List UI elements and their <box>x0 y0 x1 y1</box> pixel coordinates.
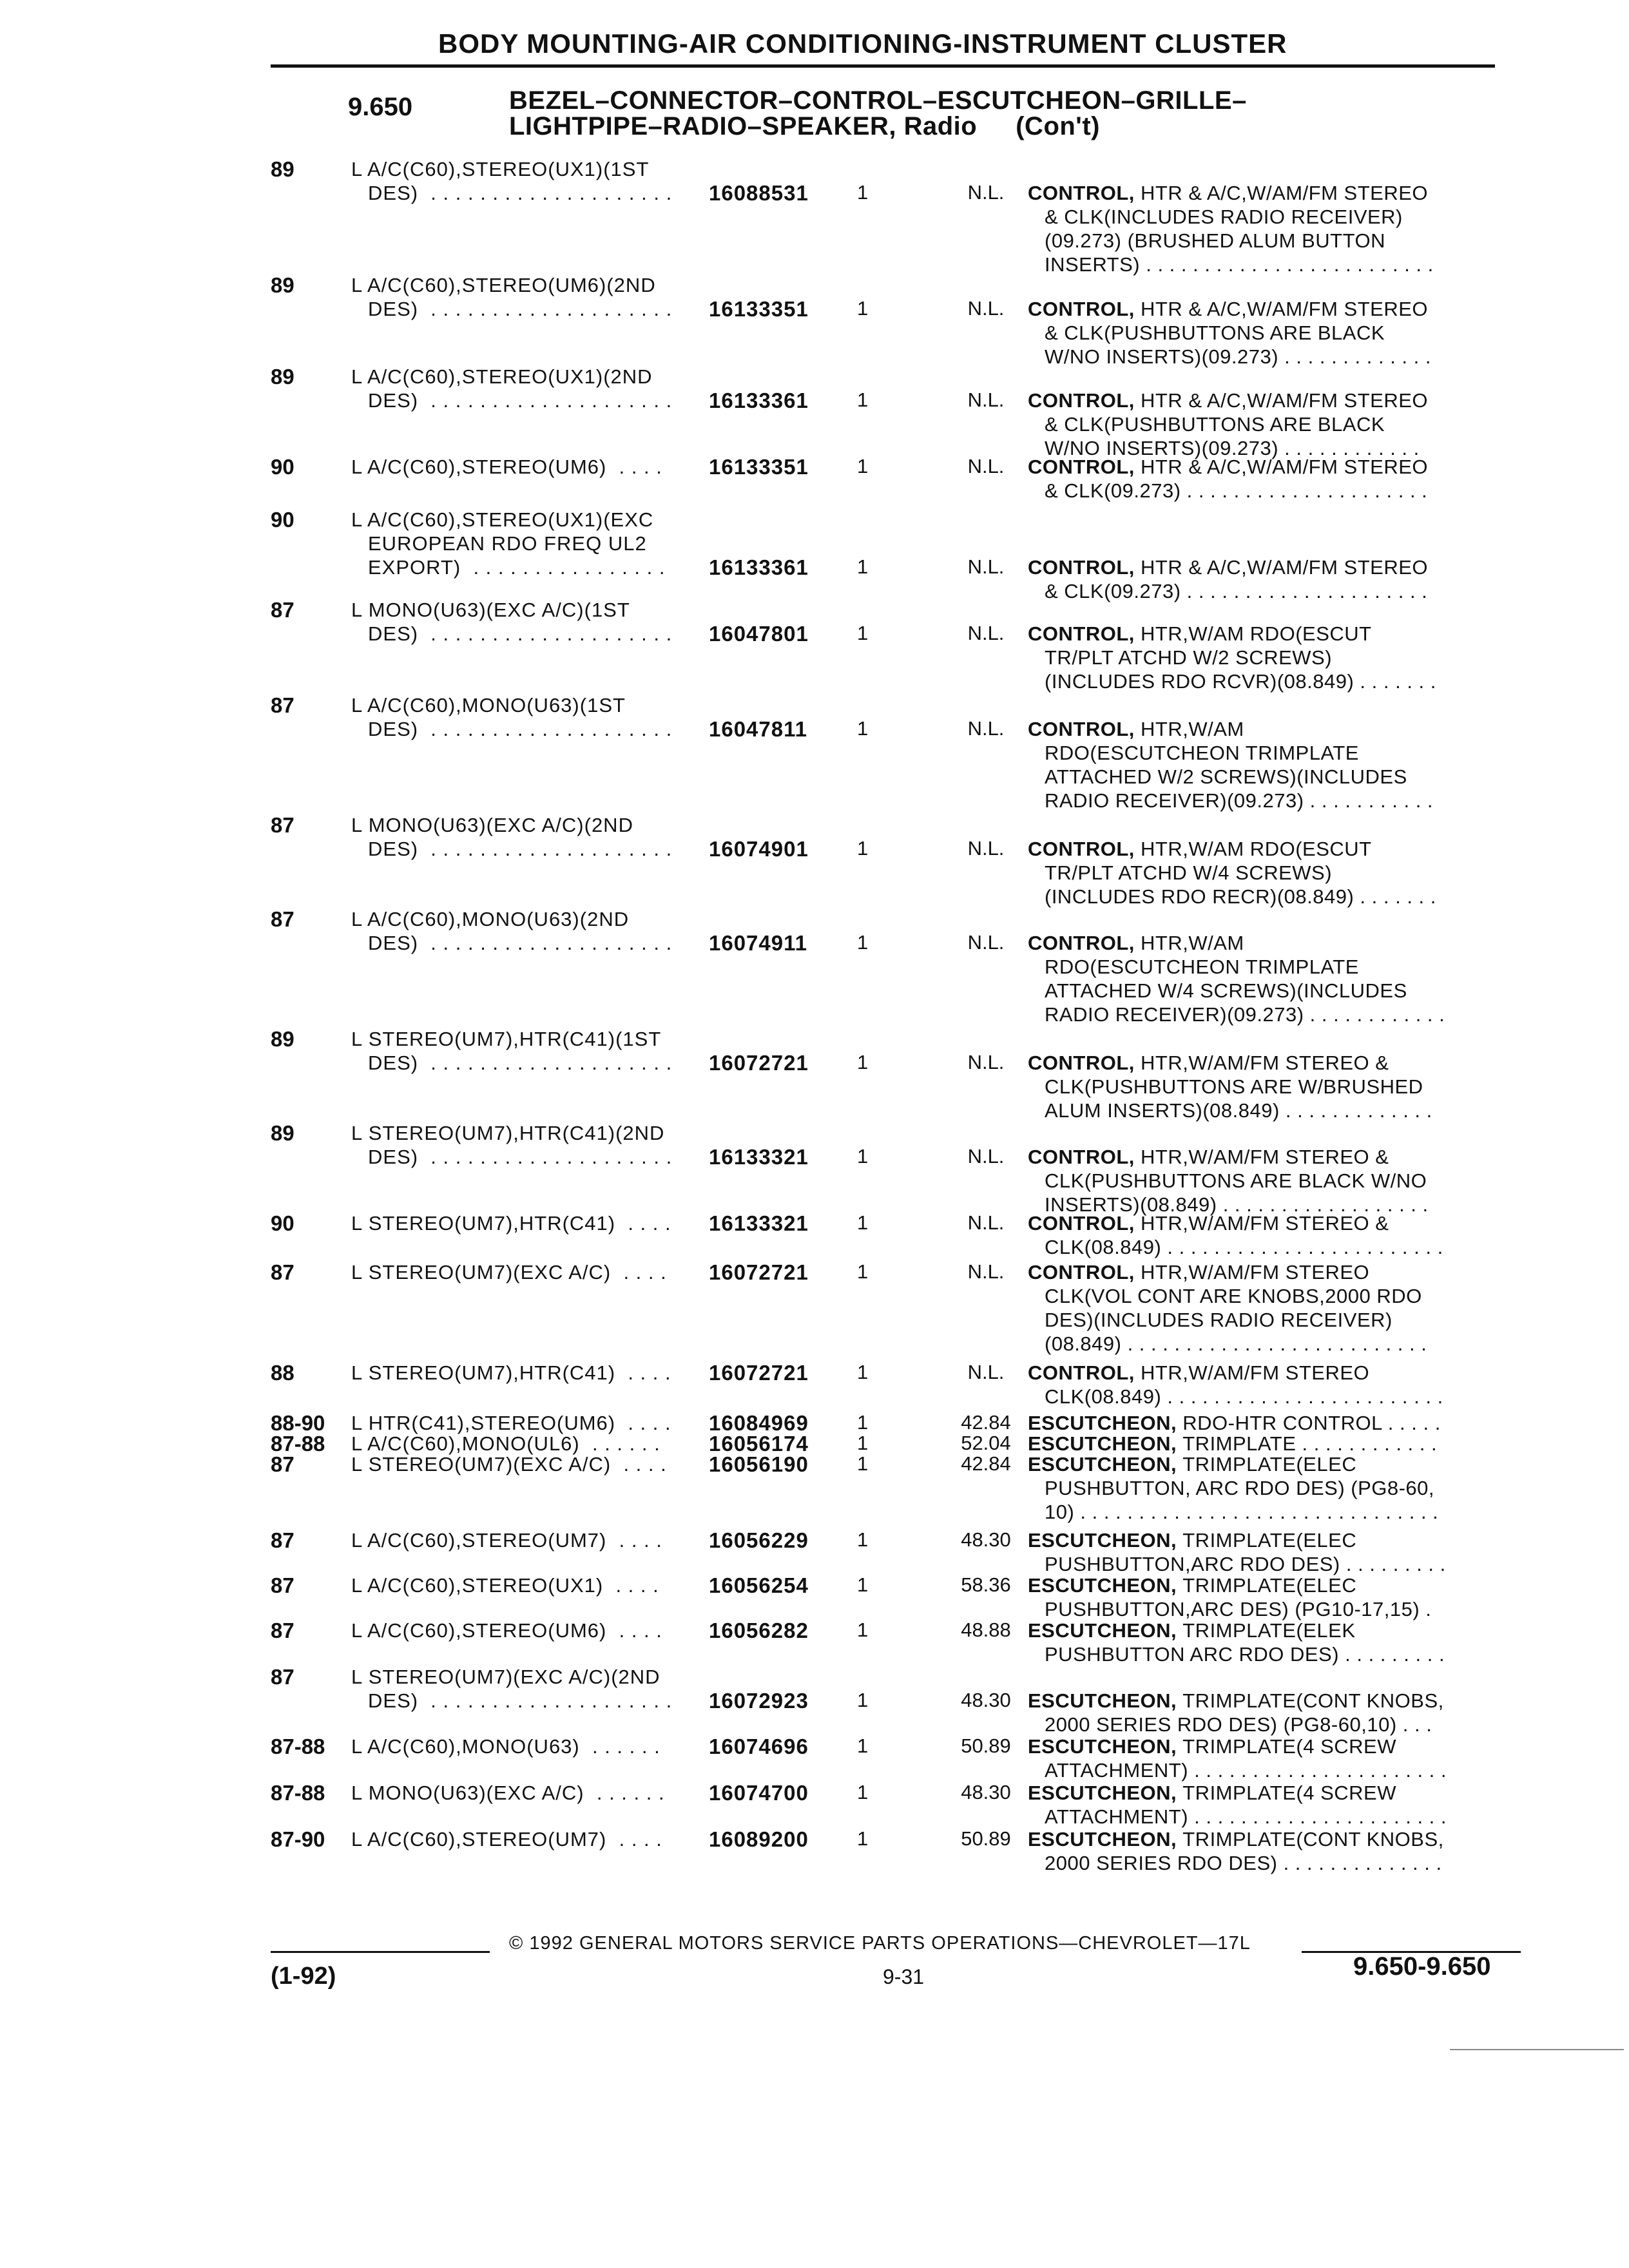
part-remark-text: TRIMPLATE(ELEC <box>1182 1529 1357 1552</box>
part-name: CONTROL, <box>1028 456 1141 478</box>
part-description-line: L MONO(U63)(EXC A/C) . . . . . . <box>351 1782 665 1804</box>
part-remark-text: HTR & A/C,W/AM/FM STEREO <box>1141 182 1429 204</box>
part-remark-line: PUSHBUTTON ARC RDO DES) . . . . . . . . . <box>1045 1643 1445 1666</box>
part-name: CONTROL, <box>1028 932 1141 954</box>
part-description-line: L A/C(C60),STEREO(UM6)(2ND <box>351 274 656 296</box>
part-description-line: L STEREO(UM7)(EXC A/C) . . . . <box>351 1261 667 1283</box>
part-description <box>351 1361 699 1385</box>
part-description-line: DES) . . . . . . . . . . . . . . . . . . . . <box>368 1689 673 1712</box>
quantity: 1 <box>857 622 869 644</box>
part-remark-text: TRIMPLATE(4 SCREW <box>1182 1735 1396 1758</box>
part-remark-text: TRIMPLATE(CONT KNOBS, <box>1182 1689 1444 1712</box>
quantity: 1 <box>857 455 869 477</box>
illustration-number: 87-90 <box>271 1827 325 1851</box>
price: 48.30 <box>961 1528 1011 1551</box>
part-name: ESCUTCHEON, <box>1028 1453 1183 1475</box>
part-description-line: DES) . . . . . . . . . . . . . . . . . . . . <box>368 389 673 412</box>
part-description-line: L A/C(C60),STEREO(UM7) . . . . <box>351 1529 662 1552</box>
page-header-title: BODY MOUNTING-AIR CONDITIONING-INSTRUMENT CLUSTER <box>438 28 1287 59</box>
part-name: ESCUTCHEON, <box>1028 1432 1183 1455</box>
part-number: 16056229 <box>709 1528 809 1552</box>
part-number: 16074696 <box>709 1735 809 1758</box>
part-description-line: L STEREO(UM7),HTR(C41) . . . . <box>351 1212 671 1235</box>
part-remark-text: TRIMPLATE(CONT KNOBS, <box>1182 1828 1444 1850</box>
part-remark <box>1028 455 1498 503</box>
part-remark-text: HTR,W/AM RDO(ESCUT <box>1141 838 1372 860</box>
part-remark-line: PUSHBUTTON,ARC DES) (PG10-17,15) . <box>1045 1598 1432 1620</box>
illustration-number: 88-90 <box>271 1411 325 1435</box>
part-remark <box>1028 1051 1498 1122</box>
part-number: 16133321 <box>709 1145 809 1169</box>
part-number: 16056254 <box>709 1573 809 1597</box>
illustration-number: 89 <box>271 1121 294 1145</box>
part-description-line: DES) . . . . . . . . . . . . . . . . . . . . <box>368 622 673 645</box>
quantity: 1 <box>857 1260 869 1283</box>
illustration-number: 87-88 <box>271 1781 325 1805</box>
part-remark <box>1028 1145 1498 1216</box>
part-remark <box>1028 1689 1498 1736</box>
part-remark-line: (09.273) (BRUSHED ALUM BUTTON <box>1045 229 1385 252</box>
price: 50.89 <box>961 1735 1011 1757</box>
part-remark-text: HTR & A/C,W/AM/FM STEREO <box>1141 389 1429 412</box>
part-description-line: L A/C(C60),STEREO(UX1)(2ND <box>351 365 653 388</box>
part-description-line: L A/C(C60),STEREO(UX1)(EXC <box>351 508 654 531</box>
illustration-number: 89 <box>271 1027 294 1051</box>
part-description-line: L STEREO(UM7),HTR(C41)(1ST <box>351 1028 662 1050</box>
part-number: 16072923 <box>709 1689 809 1713</box>
part-remark <box>1028 1260 1498 1356</box>
illustration-number: 90 <box>271 508 294 532</box>
part-number: 16072721 <box>709 1361 809 1385</box>
part-description-line: L MONO(U63)(EXC A/C)(1ST <box>351 599 630 621</box>
part-remark-line: 2000 SERIES RDO DES) (PG8-60,10) . . . <box>1045 1713 1432 1736</box>
illustration-number: 88 <box>271 1361 294 1385</box>
part-description-line: DES) . . . . . . . . . . . . . . . . . . . . <box>368 932 673 954</box>
part-description <box>351 1452 699 1476</box>
part-description-line: L A/C(C60),STEREO(UX1)(1ST <box>351 158 650 180</box>
part-description <box>351 157 699 205</box>
part-remark-line: INSERTS) . . . . . . . . . . . . . . . . . . . . . . . . . <box>1045 253 1434 276</box>
part-description <box>351 813 699 861</box>
part-remark <box>1028 297 1498 369</box>
part-name: ESCUTCHEON, <box>1028 1828 1183 1850</box>
part-remark-line: ATTACHED W/4 SCREWS)(INCLUDES <box>1045 979 1407 1002</box>
part-description-line: DES) . . . . . . . . . . . . . . . . . . . . <box>368 838 673 860</box>
quantity: 1 <box>857 1411 869 1434</box>
part-name: ESCUTCHEON, <box>1028 1574 1183 1597</box>
price: N.L. <box>967 717 1005 740</box>
price: 50.89 <box>961 1827 1011 1850</box>
scan-artifact-line <box>1450 2049 1624 2050</box>
part-description-line: DES) . . . . . . . . . . . . . . . . . . . . <box>368 1052 673 1074</box>
part-remark-line <box>1028 555 1498 579</box>
part-description <box>351 1121 699 1169</box>
part-remark-line <box>1028 1051 1498 1075</box>
part-remark-line: ATTACHMENT) . . . . . . . . . . . . . . . . . . . . . . <box>1045 1805 1447 1828</box>
part-description <box>351 1573 699 1597</box>
price: 52.04 <box>961 1432 1011 1454</box>
price: N.L. <box>967 622 1005 644</box>
part-description-line: DES) . . . . . . . . . . . . . . . . . . . . <box>368 182 673 204</box>
illustration-number: 89 <box>271 273 294 297</box>
illustration-number: 87 <box>271 1573 294 1597</box>
price: N.L. <box>967 1051 1005 1073</box>
illustration-number: 87 <box>271 1452 294 1476</box>
part-description-line: DES) . . . . . . . . . . . . . . . . . . . . <box>368 718 673 740</box>
part-remark-line: W/NO INSERTS)(09.273) . . . . . . . . . . . . <box>1045 437 1420 459</box>
part-description-line: L A/C(C60),STEREO(UM6) . . . . <box>351 456 662 478</box>
part-number: 16072721 <box>709 1260 809 1284</box>
footer-page-number: 9-31 <box>883 1965 925 1988</box>
part-remark-line <box>1028 1145 1498 1169</box>
part-remark-text: HTR,W/AM/FM STEREO & <box>1141 1212 1389 1235</box>
illustration-number: 87 <box>271 1619 294 1642</box>
part-remark-line <box>1028 297 1498 321</box>
illustration-number: 87 <box>271 907 294 931</box>
quantity: 1 <box>857 389 869 411</box>
part-name: ESCUTCHEON, <box>1028 1782 1183 1804</box>
illustration-number: 87 <box>271 1260 294 1284</box>
part-description-line: L A/C(C60),STEREO(UM7) . . . . <box>351 1828 662 1850</box>
quantity: 1 <box>857 931 869 954</box>
part-number: 16056282 <box>709 1619 809 1642</box>
quantity: 1 <box>857 1051 869 1073</box>
part-description <box>351 508 699 579</box>
part-remark <box>1028 1452 1498 1524</box>
part-description-line: L STEREO(UM7)(EXC A/C) . . . . <box>351 1453 667 1475</box>
quantity: 1 <box>857 1689 869 1711</box>
part-remark-line <box>1028 1361 1498 1385</box>
illustration-number: 90 <box>271 455 294 479</box>
quantity: 1 <box>857 1827 869 1850</box>
section-title-continued: (Con't) <box>1016 112 1100 140</box>
part-description <box>351 693 699 741</box>
part-description-line: L STEREO(UM7)(EXC A/C)(2ND <box>351 1666 660 1688</box>
footer-divider-left <box>271 1951 490 1953</box>
section-title-line-1: BEZEL–CONNECTOR–CONTROL–ESCUTCHEON–GRILLE– <box>509 86 1247 115</box>
part-remark <box>1028 1827 1498 1875</box>
part-remark-text: HTR & A/C,W/AM/FM STEREO <box>1141 298 1429 320</box>
part-remark-line: TR/PLT ATCHD W/2 SCREWS) <box>1045 646 1333 669</box>
part-number: 16074911 <box>709 931 808 955</box>
part-number: 16074901 <box>709 837 809 861</box>
part-name: CONTROL, <box>1028 838 1141 860</box>
part-name: CONTROL, <box>1028 1146 1141 1168</box>
footer-date: (1-92) <box>271 1963 336 1990</box>
part-description-line: L MONO(U63)(EXC A/C)(2ND <box>351 814 633 836</box>
price: N.L. <box>967 1260 1005 1283</box>
quantity: 1 <box>857 181 869 204</box>
price: N.L. <box>967 931 1005 954</box>
part-name: CONTROL, <box>1028 1212 1141 1235</box>
illustration-number: 87-88 <box>271 1432 325 1456</box>
part-remark-line <box>1028 1689 1498 1713</box>
part-remark <box>1028 1619 1498 1666</box>
part-remark-line: (08.849) . . . . . . . . . . . . . . . . . . . . . . . . . . <box>1045 1332 1427 1355</box>
part-remark-line: RDO(ESCUTCHEON TRIMPLATE <box>1045 742 1359 764</box>
part-remark-text: TRIMPLATE(4 SCREW <box>1182 1782 1396 1804</box>
part-description-line: L STEREO(UM7),HTR(C41) . . . . <box>351 1361 671 1384</box>
part-remark-text: TRIMPLATE . . . . . . . . . . . . <box>1182 1432 1438 1455</box>
part-remark-line <box>1028 1528 1498 1552</box>
quantity: 1 <box>857 555 869 578</box>
part-remark-line: & CLK(PUSHBUTTONS ARE BLACK <box>1045 322 1385 344</box>
part-remark-text: HTR,W/AM RDO(ESCUT <box>1141 622 1372 645</box>
illustration-number: 87-88 <box>271 1735 325 1758</box>
part-remark-line: ALUM INSERTS)(08.849) . . . . . . . . . . . . . <box>1045 1099 1432 1122</box>
part-name: ESCUTCHEON, <box>1028 1689 1183 1712</box>
part-remark <box>1028 1573 1498 1621</box>
part-remark-line: INSERTS)(08.849) . . . . . . . . . . . . . . . . . . <box>1045 1193 1429 1216</box>
part-remark-line: RADIO RECEIVER)(09.273) . . . . . . . . . . . . <box>1045 1003 1445 1026</box>
part-remark <box>1028 622 1498 693</box>
part-remark-line: TR/PLT ATCHD W/4 SCREWS) <box>1045 861 1333 884</box>
part-remark-line <box>1028 837 1498 861</box>
illustration-number: 89 <box>271 157 294 181</box>
part-number: 16133361 <box>709 555 809 579</box>
part-number: 16133361 <box>709 389 809 412</box>
part-remark <box>1028 1528 1498 1576</box>
part-remark-line: RDO(ESCUTCHEON TRIMPLATE <box>1045 956 1359 978</box>
part-name: ESCUTCHEON, <box>1028 1412 1183 1434</box>
part-remark <box>1028 1361 1498 1408</box>
part-remark-text: TRIMPLATE(ELEC <box>1182 1453 1357 1475</box>
footer-copyright: © 1992 GENERAL MOTORS SERVICE PARTS OPERATIONS—CHEVROLET—17L <box>509 1933 1251 1954</box>
part-remark <box>1028 837 1498 908</box>
part-remark-line <box>1028 389 1498 412</box>
part-remark-line <box>1028 1260 1498 1284</box>
part-description <box>351 1619 699 1642</box>
part-remark-line <box>1028 1211 1498 1235</box>
part-remark-text: HTR,W/AM/FM STEREO & <box>1141 1146 1389 1168</box>
part-description-line: L A/C(C60),STEREO(UM6) . . . . <box>351 1619 662 1642</box>
part-remark-line: CLK(08.849) . . . . . . . . . . . . . . . . . . . . . . . . <box>1045 1236 1443 1258</box>
part-remark-line <box>1028 181 1498 205</box>
part-remark-line <box>1028 1573 1498 1597</box>
part-description <box>351 1027 699 1075</box>
part-description-line: L A/C(C60),MONO(UL6) . . . . . . <box>351 1432 660 1455</box>
illustration-number: 87 <box>271 1528 294 1552</box>
price: N.L. <box>967 555 1005 578</box>
quantity: 1 <box>857 1211 869 1234</box>
part-remark-line: ATTACHMENT) . . . . . . . . . . . . . . . . . . . . . . <box>1045 1759 1447 1782</box>
part-name: CONTROL, <box>1028 1261 1141 1283</box>
part-remark-line: & CLK(PUSHBUTTONS ARE BLACK <box>1045 413 1385 436</box>
part-remark <box>1028 717 1498 812</box>
part-remark <box>1028 931 1498 1026</box>
price: N.L. <box>967 297 1005 320</box>
price: 48.30 <box>961 1689 1011 1711</box>
part-description <box>351 1211 699 1235</box>
part-name: CONTROL, <box>1028 1361 1141 1384</box>
part-remark-line: CLK(PUSHBUTTONS ARE W/BRUSHED <box>1045 1075 1423 1098</box>
price: N.L. <box>967 837 1005 860</box>
quantity: 1 <box>857 837 869 860</box>
part-remark-line: 10) . . . . . . . . . . . . . . . . . . . . . . . . . . . . . . . <box>1045 1501 1439 1523</box>
part-description-line: L A/C(C60),MONO(U63)(1ST <box>351 694 626 716</box>
part-remark-line <box>1028 1781 1498 1805</box>
part-remark-line: DES)(INCLUDES RADIO RECEIVER) <box>1045 1309 1393 1331</box>
price: N.L. <box>967 455 1005 477</box>
part-remark <box>1028 1781 1498 1829</box>
part-remark-text: HTR,W/AM <box>1141 718 1244 740</box>
part-remark-line: & CLK(INCLUDES RADIO RECEIVER) <box>1045 206 1403 228</box>
part-remark-text: TRIMPLATE(ELEK <box>1182 1619 1356 1642</box>
part-remark-text: HTR & A/C,W/AM/FM STEREO <box>1141 456 1429 478</box>
illustration-number: 87 <box>271 813 294 837</box>
part-remark-text: TRIMPLATE(ELEC <box>1182 1574 1357 1597</box>
part-remark-line: (INCLUDES RDO RECR)(08.849) . . . . . . . <box>1045 885 1436 908</box>
part-description-line: DES) . . . . . . . . . . . . . . . . . . . . <box>368 1146 673 1168</box>
part-remark <box>1028 555 1498 603</box>
part-remark-line <box>1028 1452 1498 1476</box>
part-number: 16056174 <box>709 1432 809 1456</box>
part-number: 16089200 <box>709 1827 809 1851</box>
part-description <box>351 1260 699 1284</box>
part-description <box>351 1827 699 1851</box>
part-remark-line <box>1028 622 1498 646</box>
footer-section-range: 9.650-9.650 <box>1353 1952 1491 1981</box>
part-remark-text: HTR,W/AM/FM STEREO <box>1141 1361 1370 1384</box>
part-number: 16133351 <box>709 297 809 321</box>
part-number: 16047801 <box>709 622 809 646</box>
part-remark-line: CLK(PUSHBUTTONS ARE BLACK W/NO <box>1045 1169 1427 1192</box>
illustration-number: 87 <box>271 1665 294 1689</box>
price: N.L. <box>967 181 1005 204</box>
illustration-number: 90 <box>271 1211 294 1235</box>
quantity: 1 <box>857 1432 869 1454</box>
part-remark-line: (INCLUDES RDO RCVR)(08.849) . . . . . . . <box>1045 670 1436 693</box>
part-description-line: L A/C(C60),MONO(U63) . . . . . . <box>351 1735 660 1758</box>
part-name: CONTROL, <box>1028 182 1141 204</box>
quantity: 1 <box>857 1781 869 1803</box>
part-number: 16133351 <box>709 455 809 479</box>
part-remark-line: 2000 SERIES RDO DES) . . . . . . . . . . . . . . <box>1045 1852 1442 1874</box>
part-remark-line <box>1028 1735 1498 1758</box>
quantity: 1 <box>857 297 869 320</box>
part-remark-line <box>1028 1619 1498 1642</box>
part-number: 16088531 <box>709 181 809 205</box>
part-description <box>351 365 699 412</box>
part-number: 16074700 <box>709 1781 809 1805</box>
price: 42.84 <box>961 1452 1011 1475</box>
price: N.L. <box>967 1361 1005 1383</box>
part-name: ESCUTCHEON, <box>1028 1529 1183 1552</box>
price: 58.36 <box>961 1573 1011 1596</box>
part-description-line: L HTR(C41),STEREO(UM6) . . . . <box>351 1412 671 1434</box>
part-remark-line: CLK(VOL CONT ARE KNOBS,2000 RDO <box>1045 1285 1422 1307</box>
part-name: CONTROL, <box>1028 556 1141 579</box>
illustration-number: 87 <box>271 693 294 717</box>
part-description <box>351 1735 699 1758</box>
quantity: 1 <box>857 1735 869 1757</box>
section-title-line-2-text: LIGHTPIPE–RADIO–SPEAKER, Radio <box>509 112 978 140</box>
part-remark-line: ATTACHED W/2 SCREWS)(INCLUDES <box>1045 765 1407 788</box>
part-remark-line: PUSHBUTTON,ARC RDO DES) . . . . . . . . . <box>1045 1553 1446 1575</box>
part-name: CONTROL, <box>1028 1052 1141 1074</box>
price: N.L. <box>967 1211 1005 1234</box>
part-remark <box>1028 389 1498 460</box>
quantity: 1 <box>857 1145 869 1168</box>
part-number: 16084969 <box>709 1411 809 1435</box>
price: N.L. <box>967 389 1005 411</box>
part-remark-line: & CLK(09.273) . . . . . . . . . . . . . . . . . . . . . <box>1045 479 1428 502</box>
part-description-line: DES) . . . . . . . . . . . . . . . . . . . . <box>368 298 673 320</box>
part-name: CONTROL, <box>1028 622 1141 645</box>
part-remark-text: HTR,W/AM/FM STEREO <box>1141 1261 1370 1283</box>
part-number: 16133321 <box>709 1211 809 1235</box>
part-remark-line <box>1028 931 1498 955</box>
part-description-line: L STEREO(UM7),HTR(C41)(2ND <box>351 1122 665 1144</box>
part-name: ESCUTCHEON, <box>1028 1619 1183 1642</box>
part-description-line: EXPORT) . . . . . . . . . . . . . . . . <box>368 556 666 579</box>
part-name: CONTROL, <box>1028 718 1141 740</box>
part-description <box>351 1528 699 1552</box>
part-remark-line <box>1028 1827 1498 1851</box>
part-number: 16056190 <box>709 1452 809 1476</box>
part-remark <box>1028 1211 1498 1259</box>
part-remark-line: CLK(08.849) . . . . . . . . . . . . . . . . . . . . . . . . <box>1045 1385 1443 1408</box>
part-description <box>351 1781 699 1805</box>
part-remark-text: HTR,W/AM/FM STEREO & <box>1141 1052 1389 1074</box>
part-remark-text: HTR,W/AM <box>1141 932 1244 954</box>
part-number: 16047811 <box>709 717 808 741</box>
price: N.L. <box>967 1145 1005 1168</box>
part-description-line: L A/C(C60),MONO(U63)(2ND <box>351 908 630 930</box>
part-remark-text: HTR & A/C,W/AM/FM STEREO <box>1141 556 1429 579</box>
part-remark-text: RDO-HTR CONTROL . . . . . <box>1182 1412 1441 1434</box>
part-name: CONTROL, <box>1028 298 1141 320</box>
part-description <box>351 455 699 479</box>
illustration-number: 89 <box>271 365 294 389</box>
part-description <box>351 1665 699 1713</box>
part-description-line: L A/C(C60),STEREO(UX1) . . . . <box>351 1574 659 1597</box>
part-name: ESCUTCHEON, <box>1028 1735 1183 1758</box>
part-description-line: EUROPEAN RDO FREQ UL2 <box>368 532 647 555</box>
quantity: 1 <box>857 1452 869 1475</box>
part-remark-line <box>1028 455 1498 479</box>
part-number: 16072721 <box>709 1051 809 1075</box>
part-description <box>351 273 699 321</box>
part-description <box>351 598 699 646</box>
quantity: 1 <box>857 1528 869 1551</box>
quantity: 1 <box>857 717 869 740</box>
quantity: 1 <box>857 1361 869 1383</box>
price: 42.84 <box>961 1411 1011 1434</box>
section-number: 9.650 <box>348 93 413 121</box>
part-remark-line: PUSHBUTTON, ARC RDO DES) (PG8-60, <box>1045 1477 1435 1499</box>
price: 48.88 <box>961 1619 1011 1641</box>
part-remark <box>1028 181 1498 276</box>
part-name: CONTROL, <box>1028 389 1141 412</box>
part-remark-line <box>1028 717 1498 741</box>
part-description <box>351 907 699 955</box>
illustration-number: 87 <box>271 598 294 622</box>
part-remark <box>1028 1735 1498 1782</box>
quantity: 1 <box>857 1619 869 1641</box>
quantity: 1 <box>857 1573 869 1596</box>
part-remark-line: RADIO RECEIVER)(09.273) . . . . . . . . . . . <box>1045 789 1434 812</box>
part-remark-line: W/NO INSERTS)(09.273) . . . . . . . . . . . . . <box>1045 345 1431 368</box>
part-remark-line: & CLK(09.273) . . . . . . . . . . . . . . . . . . . . . <box>1045 580 1428 602</box>
price: 48.30 <box>961 1781 1011 1803</box>
